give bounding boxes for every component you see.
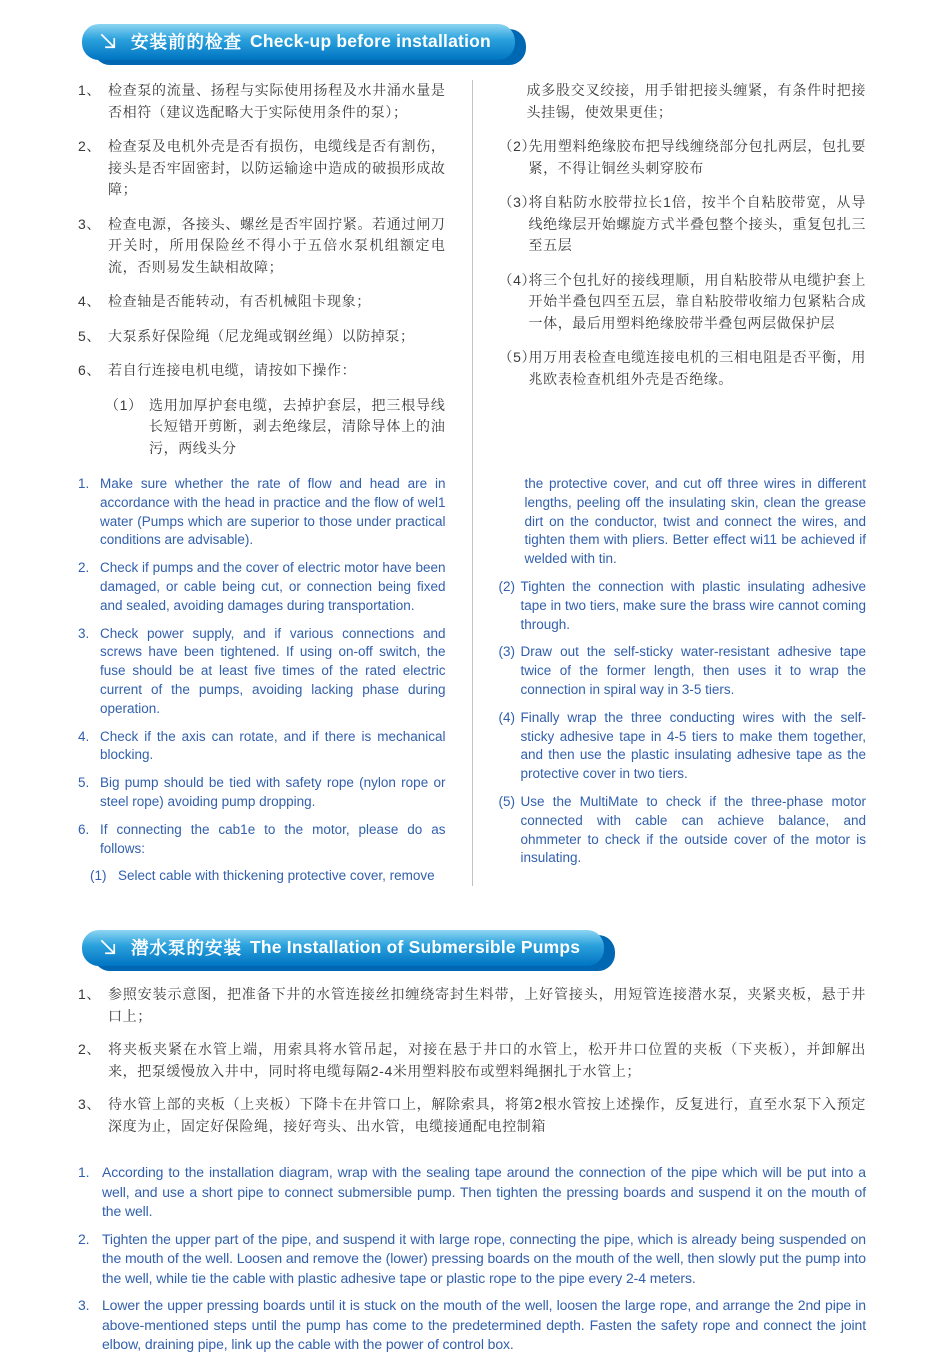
installation-english-list <box>78 1163 866 1355</box>
item-marker: （2） <box>498 138 537 154</box>
list-item <box>90 867 446 886</box>
item-text: According to the installation diagram, wrap with the sealing tape around the connection of the pipe which will be put into a well, and use a short pipe to connect submersible pump. Then tighten the pressing boards and suspend it on the mouth of the well. <box>102 1164 866 1220</box>
item-text: Finally wrap the three conducting wires with the self-sticky adhesive tape in 4-5 tiers to make them together, and then use the plastic insulating adhesive tape as the protective cover in two tiers. <box>520 709 866 782</box>
column-divider <box>472 80 473 886</box>
banner-installation-of-submersible-pumps <box>82 930 604 966</box>
list-item <box>78 984 866 1027</box>
item-text: 将三个包扎好的接线理顺，用自粘胶带从电缆护套上开始半叠包四至五层，靠自粘胶带收缩力包紧粘合成一体，最后用塑料绝缘胶带半叠包两层做保护层 <box>528 271 866 331</box>
item-text: Make sure whether the rate of flow and head are in accordance with the head in practice and the flow of wel1 water (Pumps which are superior to those under practical conditions are advisable). <box>100 476 446 548</box>
checkup-chinese-left-column <box>78 80 446 459</box>
item-text: 大泵系好保险绳（尼龙绳或钢丝绳）以防掉泵； <box>108 327 415 344</box>
item-marker: (4) <box>498 709 515 725</box>
list-item <box>499 475 867 569</box>
list-item <box>78 1296 866 1355</box>
item-text: 成多股交叉绞接，用手钳把接头缠紧，有条件时把接头挂锡，使效果更佳； <box>526 82 866 120</box>
item-marker: (3) <box>498 644 515 660</box>
item-marker: （1） <box>105 396 143 413</box>
item-marker: 5. <box>78 775 90 791</box>
list-item <box>78 1230 866 1289</box>
item-marker: （4） <box>498 271 537 288</box>
banner1-title-zh: 安装前的检查 <box>131 32 242 52</box>
banner-pill <box>82 930 604 966</box>
list-item <box>78 774 446 812</box>
item-text: 将自粘防水胶带拉长1倍，按半个自粘胶带宽，从导线绝缘层开始螺旋方式半叠包整个接头，重复包扎三至五层 <box>528 194 866 253</box>
item-text: Check if the axis can rotate, and if there is mechanical blocking. <box>100 728 446 763</box>
item-marker: (2) <box>498 578 515 594</box>
item-marker: 3. <box>78 625 90 641</box>
list-item <box>78 360 446 382</box>
item-text: 若自行连接电机电缆，请按如下操作： <box>108 362 357 378</box>
list-item <box>78 728 446 766</box>
item-text: 将夹板夹紧在水管上端，用索具将水管吊起，对接在悬于井口的水管上，松开井口位置的夹板（下夹板），并卸解出来，把泵缓慢放入井中，同时将电缆每隔2-4米用塑料胶布或塑料绳捆扎于水管上； <box>108 1041 866 1079</box>
item-text: 检查轴是否能转动，有否机械阻卡现象； <box>108 293 371 309</box>
list-item <box>78 821 446 859</box>
item-marker: 1、 <box>78 82 101 98</box>
item-text: If connecting the cab1e to the motor, please do as follows: <box>100 821 446 856</box>
item-marker: 6、 <box>78 362 101 378</box>
item-text: Use the MultiMate to check if the three-phase motor connected with cable can achieve balance, and ohmmeter to check if the outside cover of the motor is insulating. <box>520 793 866 866</box>
item-text: Draw out the self-sticky water-resistant adhesive tape twice of the former length, then uses it to wrap the connection in spiral way in 3-5 tiers. <box>520 644 866 697</box>
list-item <box>499 136 867 179</box>
list-item <box>78 1163 866 1222</box>
list-item <box>499 709 867 784</box>
item-text: 检查泵及电机外壳是否有损伤，电缆线是否有割伤，接头是否牢固密封，以防运输途中造成的破损形成故障； <box>108 138 446 197</box>
list-item <box>78 559 446 615</box>
checkup-chinese-right-column <box>499 80 867 459</box>
item-text: 用万用表检查电缆连接电机的三相电阻是否平衡，用兆欧表检查机组外壳是否绝缘。 <box>528 349 866 387</box>
item-marker: 1、 <box>78 986 101 1003</box>
banner1-title-en: Check-up before installation <box>250 31 491 51</box>
list-item <box>78 136 446 201</box>
item-marker: 2. <box>78 560 90 576</box>
item-text: 检查电源，各接头、螺丝是否牢固拧紧。若通过闸刀开关时，所用保险丝不得小于五倍水泵机组额定电流，否则易发生缺相故障； <box>108 215 446 275</box>
item-marker: 1. <box>78 476 90 491</box>
banner-checkup-before-installation <box>82 24 515 60</box>
item-text: Check power supply, and if various connections and screws have been tightened. If using on-off switch, the fuse should be at least five times of the rated electric current of the pumps, avoiding lacking phase during operation. <box>100 625 446 716</box>
item-marker: 6. <box>78 821 90 837</box>
list-item <box>499 793 867 868</box>
item-marker: 3、 <box>78 1096 101 1113</box>
item-marker: (5) <box>498 793 515 809</box>
item-text: 先用塑料绝缘胶布把导线缠绕部分包扎两层，包扎要紧，不得让铜丝头刺穿胶布 <box>528 138 866 176</box>
list-item <box>78 80 446 123</box>
list-item <box>78 475 446 550</box>
list-item <box>499 80 867 123</box>
banner2-title-zh: 潜水泵的安装 <box>131 938 242 959</box>
list-item <box>499 578 867 634</box>
list-item <box>499 643 867 699</box>
item-text: the protective cover, and cut off three wires in different lengths, peeling off the insulating skin, clean the grease dirt on the conductor, twist and connect the wires, and tighten them with pliers. Better effect wi11 be achieved if welded with tin. <box>524 476 866 567</box>
list-item <box>78 625 446 719</box>
item-marker: 4. <box>78 728 90 744</box>
item-marker: (1) <box>90 868 107 884</box>
item-marker: 3、 <box>78 215 101 232</box>
list-item <box>78 214 446 279</box>
item-text: Check if pumps and the cover of electric motor have been damaged, or cable being cut, or connection being fixed and sealed, avoiding damages during transportation. <box>100 560 446 613</box>
list-item <box>78 1039 866 1082</box>
item-text: 检查泵的流量、扬程与实际使用扬程及水井涌水量是否相符（建议选配略大于实际使用条件的泵）； <box>108 82 446 120</box>
item-text: Big pump should be tied with safety rope (nylon rope or steel rope) avoiding pump dropping. <box>100 775 446 809</box>
section-installation <box>78 930 866 1355</box>
list-item <box>78 1094 866 1137</box>
section-checkup-content <box>78 80 866 886</box>
item-text: Select cable with thickening protective cover, remove <box>118 868 435 884</box>
checkup-english-right-column <box>499 459 867 886</box>
item-text: 选用加厚护套电缆，去掉护套层，把三根导线长短错开剪断，剥去绝缘层，清除导体上的油污，两线头分 <box>149 396 446 456</box>
item-marker: 2. <box>78 1230 90 1247</box>
item-text: Lower the upper pressing boards until it is stuck on the mouth of the well, loosen the large rope, and arrange the 2nd pipe in above-mentioned steps until the pump has come to the predetermined depth. Fasten the safety rope and connect the joint elbow, draining pipe, link up the cable with the power of control box. <box>102 1297 866 1353</box>
item-marker: 5、 <box>78 327 101 344</box>
list-item <box>78 326 446 348</box>
banner2-title-en: The Installation of Submersible Pumps <box>250 937 581 958</box>
arrow-down-right-icon <box>98 31 119 52</box>
list-item <box>499 270 867 335</box>
arrow-down-right-icon <box>98 937 119 958</box>
item-marker: （5） <box>498 349 537 365</box>
item-text: 待水管上部的夹板（上夹板）下降卡在井管口上，解除索具，将第2根水管按上述操作，反复进行，直至水泵下入预定深度为止，固定好保险绳，接好弯头、出水管，电缆接通配电控制箱 <box>108 1096 866 1134</box>
list-item <box>78 291 446 313</box>
item-marker: 3. <box>78 1297 90 1314</box>
list-item <box>499 347 867 390</box>
banner-pill <box>82 24 515 60</box>
item-text: Tighten the connection with plastic insulating adhesive tape in two tiers, make sure the brass wire cannot coming through. <box>520 578 866 632</box>
item-marker: 1. <box>78 1164 90 1181</box>
item-marker: （3） <box>498 194 537 210</box>
item-text: 参照安装示意图，把准备下井的水管连接丝扣缠绕寄封生料带，上好管接头，用短管连接潜水泵，夹紧夹板，悬于井口上； <box>108 986 866 1024</box>
checkup-english-left-column <box>78 459 446 886</box>
item-marker: 2、 <box>78 1041 101 1058</box>
installation-chinese-list <box>78 984 866 1137</box>
item-marker: 4、 <box>78 293 101 309</box>
list-item <box>105 395 446 460</box>
item-text: Tighten the upper part of the pipe, and suspend it with large rope, connecting the pipe, which is already being suspended on the mouth of the well. Loosen and remove the (lower) pressing boards on the mouth of the well, then slowly put the pump into the well, while tie the cable with plastic adhesive tape or plastic rope to the pipe every 2-4 meters. <box>102 1230 866 1286</box>
list-item <box>499 192 867 257</box>
item-marker: 2、 <box>78 138 101 154</box>
